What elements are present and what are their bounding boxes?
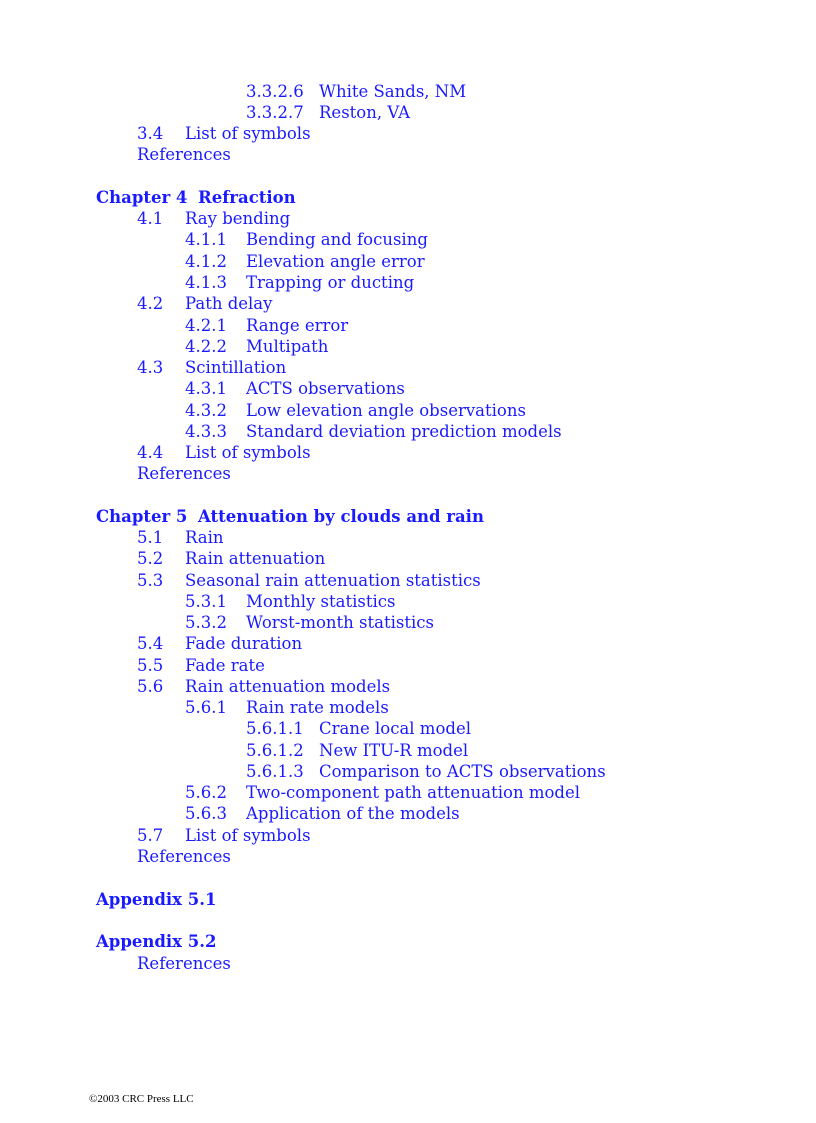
toc-entry-number: 5.6.1.3 [246,762,304,781]
toc-entry-number: 4.2.2 [185,337,227,356]
toc-appendix-title: Appendix 5.1 [96,890,217,909]
toc-entry-title: Worst-month statistics [246,613,434,632]
toc-entry-title: References [137,464,231,483]
toc-appendix-5-2[interactable] [96,931,216,952]
toc-entry-title: Rain rate models [246,698,389,717]
toc-entry-title: Fade rate [185,656,265,675]
toc-entry-title: Rain attenuation [185,549,326,568]
toc-entry-number: 4.3.3 [185,422,227,441]
toc-entry-title: Bending and focusing [246,230,428,249]
toc-entry-number: 5.6.1.1 [246,719,304,738]
toc-entry-number: 5.3.1 [185,592,227,611]
toc-entry-number: 5.7 [137,826,164,845]
toc-entry-title: Ray bending [185,209,291,228]
toc-entry-references[interactable] [137,144,231,165]
toc-entry-title: Elevation angle error [246,252,425,271]
toc-entry-title: White Sands, NM [319,82,467,101]
toc-entry-title: New ITU-R model [319,741,469,760]
toc-chapter-title: Refraction [198,188,296,207]
toc-entry-number: 4.1.1 [185,230,227,249]
toc-entry-title: Two-component path attenuation model [246,783,581,802]
toc-entry-number: 5.4 [137,634,164,653]
toc-entry-title: Crane local model [319,719,471,738]
toc-entry-title: Rain attenuation models [185,677,391,696]
toc-entry-title: List of symbols [185,826,311,845]
toc-entry-number: 4.3 [137,358,164,377]
toc-chapter-number: Chapter 5 [96,507,188,526]
toc-entry-number: 5.6.1 [185,698,227,717]
toc-entry-number: 5.3 [137,571,164,590]
toc-entry-number: 5.6 [137,677,164,696]
toc-entry-number: 5.5 [137,656,164,675]
toc-entry-number: 4.4 [137,443,164,462]
toc-entry-title: References [137,847,231,866]
toc-entry-title: Reston, VA [319,103,411,122]
toc-entry-title: Low elevation angle observations [246,401,526,420]
toc-entry-title: References [137,954,231,973]
toc-entry-title: Standard deviation prediction models [246,422,562,441]
toc-entry-title: Range error [246,316,349,335]
toc-entry-title: Application of the models [246,804,460,823]
toc-entry-number: 3.4 [137,124,164,143]
toc-entry-number: 5.3.2 [185,613,227,632]
toc-entry-title: List of symbols [185,124,311,143]
toc-entry-number: 4.3.1 [185,379,227,398]
toc-entry-title: List of symbols [185,443,311,462]
toc-entry-number: 3.3.2.6 [246,82,304,101]
toc-entry-title: Scintillation [185,358,287,377]
toc-entry-title: Path delay [185,294,273,313]
toc-entry-number: 4.3.2 [185,401,227,420]
toc-entry-number: 3.3.2.7 [246,103,304,122]
toc-entry-number: 4.2.1 [185,316,227,335]
toc-entry-number: 4.1 [137,209,164,228]
toc-entry-number: 4.1.2 [185,252,227,271]
toc-entry-number: 5.6.2 [185,783,227,802]
copyright-footer: ©2003 CRC Press LLC [89,1093,194,1105]
toc-entry-title: Fade duration [185,634,303,653]
toc-entry-number: 4.1.3 [185,273,227,292]
toc-entry-title: Seasonal rain attenuation statistics [185,571,481,590]
toc-entry-number: 5.6.3 [185,804,227,823]
toc-chapter-title: Attenuation by clouds and rain [198,507,484,526]
toc-entry-number: 5.1 [137,528,164,547]
toc-entry-number: 5.6.1.2 [246,741,304,760]
toc-entry-number: 5.2 [137,549,164,568]
toc-entry-title: ACTS observations [246,379,405,398]
toc-entry-title: Monthly statistics [246,592,396,611]
toc-entry-references[interactable] [137,463,231,484]
toc-chapter-number: Chapter 4 [96,188,188,207]
toc-entry-title: Rain [185,528,224,547]
toc-entry-references[interactable] [137,846,231,867]
toc-entry-references[interactable] [137,953,231,974]
toc-entry-title: References [137,145,231,164]
toc-entry-title: Multipath [246,337,329,356]
toc-appendix-5-1[interactable] [96,889,216,910]
toc-appendix-title: Appendix 5.2 [96,932,217,951]
toc-entry-title: Trapping or ducting [246,273,415,292]
toc-entry-number: 4.2 [137,294,164,313]
toc-entry-title: Comparison to ACTS observations [319,762,606,781]
